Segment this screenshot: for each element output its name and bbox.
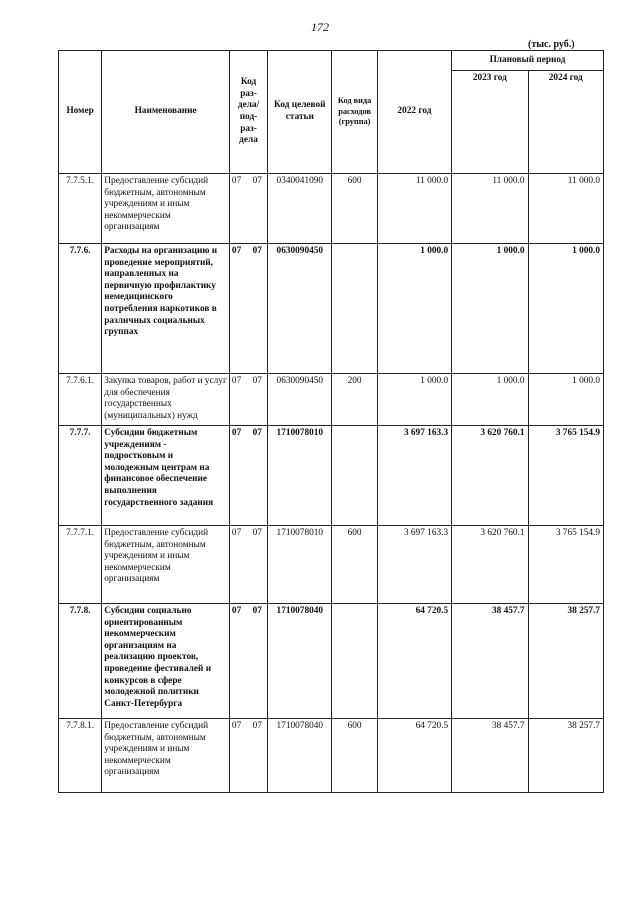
- row-section-code: [229, 426, 267, 526]
- razdel-code: 07: [231, 528, 242, 538]
- podrazdel-code: 07: [252, 606, 262, 616]
- podrazdel-code: 07: [252, 428, 262, 438]
- header-target-code: Код целевой статьи: [268, 51, 332, 174]
- razdel-code: 07: [231, 376, 242, 386]
- row-name: Субсидии бюджетным учреждениям - подростковым и молодежным центрам на финансовое обеспечение выполнения государственного задания: [102, 426, 230, 526]
- table-row: [59, 174, 604, 244]
- row-amount-2024: 1 000.0: [528, 374, 603, 426]
- row-amount-2022: 3 697 163.3: [377, 526, 451, 604]
- row-name: Предоставление субсидий бюджетным, автономным учреждениям и иным некоммерческим организациям: [102, 526, 230, 604]
- razdel-code: 07: [231, 176, 242, 186]
- row-name: Закупка товаров, работ и услуг для обеспечения государственных (муниципальных) нужд: [102, 374, 230, 426]
- row-target-code: 0630090450: [268, 374, 332, 426]
- row-amount-2023: 11 000.0: [452, 174, 528, 244]
- row-amount-2024: 3 765 154.9: [528, 526, 603, 604]
- header-planned-period: Плановый период: [452, 51, 604, 71]
- row-target-code: 1710078040: [268, 719, 332, 793]
- row-expense-code: [332, 426, 377, 526]
- row-amount-2024: 38 257.7: [528, 719, 603, 793]
- podrazdel-code: 07: [252, 246, 262, 256]
- row-amount-2024: 11 000.0: [528, 174, 603, 244]
- row-amount-2022: 64 720.5: [377, 719, 451, 793]
- row-number: 7.7.6.1.: [59, 374, 102, 426]
- row-amount-2022: 1 000.0: [377, 374, 451, 426]
- row-name: Субсидии социально ориентированным некоммерческим организациям на реализацию проектов, проведение фестивалей и конкурсов в сфере молодежной политики Санкт-Петербурга: [102, 604, 230, 719]
- table-row: [59, 604, 604, 719]
- row-section-code: [229, 719, 267, 793]
- table-row: [59, 244, 604, 374]
- podrazdel-code: 07: [252, 528, 262, 538]
- row-amount-2023: 38 457.7: [452, 604, 528, 719]
- units-label: (тыс. руб.): [528, 39, 575, 50]
- row-expense-code: [332, 604, 377, 719]
- header-year-2023: 2023 год: [452, 71, 528, 174]
- razdel-code: 07: [231, 246, 242, 256]
- row-amount-2024: 3 765 154.9: [528, 426, 603, 526]
- razdel-code: 07: [231, 428, 242, 438]
- row-expense-code: 600: [332, 174, 377, 244]
- row-amount-2023: 3 620 760.1: [452, 526, 528, 604]
- row-amount-2022: 1 000.0: [377, 244, 451, 374]
- row-amount-2022: 64 720.5: [377, 604, 451, 719]
- row-section-code: [229, 244, 267, 374]
- header-expense-code: Код вида расходов (группа): [332, 51, 377, 174]
- header-year-2024: 2024 год: [528, 71, 603, 174]
- table-row: [59, 426, 604, 526]
- row-target-code: 0340041090: [268, 174, 332, 244]
- row-target-code: 1710078010: [268, 426, 332, 526]
- row-number: 7.7.6.: [59, 244, 102, 374]
- row-amount-2024: 38 257.7: [528, 604, 603, 719]
- razdel-code: 07: [231, 721, 242, 731]
- header-section-code: Код раз-дела/ под-раз-дела: [229, 51, 267, 174]
- header-name: Наименование: [102, 51, 230, 174]
- razdel-code: 07: [231, 606, 242, 616]
- row-section-code: [229, 604, 267, 719]
- row-amount-2023: 1 000.0: [452, 244, 528, 374]
- podrazdel-code: 07: [252, 176, 262, 186]
- row-section-code: [229, 174, 267, 244]
- row-number: 7.7.8.: [59, 604, 102, 719]
- row-amount-2023: 1 000.0: [452, 374, 528, 426]
- row-amount-2023: 3 620 760.1: [452, 426, 528, 526]
- row-name: Расходы на организацию и проведение мероприятий, направленных на первичную профилактику немедицинского потребления наркотиков в различных социальных группах: [102, 244, 230, 374]
- row-number: 7.7.8.1.: [59, 719, 102, 793]
- row-target-code: 1710078040: [268, 604, 332, 719]
- row-target-code: 1710078010: [268, 526, 332, 604]
- row-expense-code: [332, 244, 377, 374]
- table-row: [59, 526, 604, 604]
- header-year-2022: 2022 год: [377, 51, 451, 174]
- row-amount-2024: 1 000.0: [528, 244, 603, 374]
- row-expense-code: 600: [332, 719, 377, 793]
- table-row: [59, 374, 604, 426]
- row-number: 7.7.7.: [59, 426, 102, 526]
- podrazdel-code: 07: [252, 376, 262, 386]
- row-name: Предоставление субсидий бюджетным, автономным учреждениям и иным некоммерческим организациям: [102, 719, 230, 793]
- row-expense-code: 600: [332, 526, 377, 604]
- page-number: 172: [311, 20, 329, 34]
- row-section-code: [229, 374, 267, 426]
- header-number: Номер: [59, 51, 102, 174]
- podrazdel-code: 07: [252, 721, 262, 731]
- row-section-code: [229, 526, 267, 604]
- row-target-code: 0630090450: [268, 244, 332, 374]
- row-amount-2023: 38 457.7: [452, 719, 528, 793]
- row-amount-2022: 3 697 163.3: [377, 426, 451, 526]
- table-row: [59, 719, 604, 793]
- row-number: 7.7.5.1.: [59, 174, 102, 244]
- row-amount-2022: 11 000.0: [377, 174, 451, 244]
- row-expense-code: 200: [332, 374, 377, 426]
- table-body: [59, 174, 604, 793]
- row-number: 7.7.7.1.: [59, 526, 102, 604]
- row-name: Предоставление субсидий бюджетным, автономным учреждениям и иным некоммерческим организациям: [102, 174, 230, 244]
- budget-table: [58, 50, 604, 793]
